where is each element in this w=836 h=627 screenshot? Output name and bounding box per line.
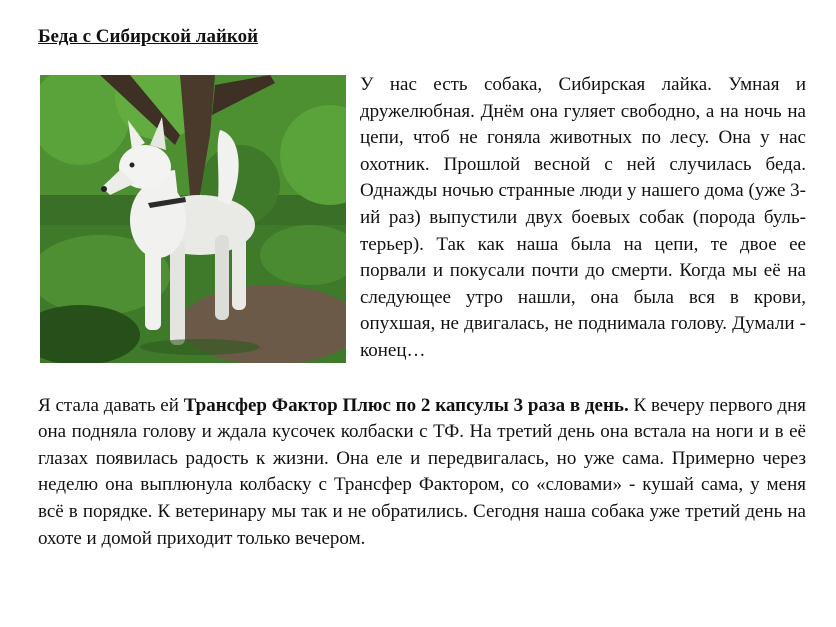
paragraph-1: У нас есть собака, Сибирская лайка. Умная и дружелюбная. Днём она гуляет свободно, а на ночь на цепи, чтоб не гоняла животных по лесу. Она у нас охотник. Прошлой весной с ней случилась беда. Однажды ночью странные люди у нашего дома (уже 3-ий раз) выпустили двух боевых собак (порода бультерьер). Так как наша была на цепи, те двое ее порвали и покусали почти до смерти. Когда мы её на следующее утро нашли, она была вся в крови, опухшая, не двигалась, не поднимала голову. Думали - конец… — [360, 74, 806, 361]
paragraph-2-intro: Я стала давать ей — [38, 394, 184, 416]
paragraph-2-dosage: Трансфер Фактор Плюс по 2 капсулы 3 раза в день. — [183, 394, 629, 416]
document-title: Беда с Сибирской лайкой — [38, 26, 259, 47]
paragraph-2-rest: К вечеру первого дня она подняла голову и ждала кусочек колбаски с ТФ. На третий день она встала на ноги и в её глазах появилась радость к жизни. Она еле и передвигалась, но уже сама. Примерно через неделю она выплюнула колбаску с Трансфер Фактором, со «словами» - кушай сама, у меня всё в порядке. К ветеринару мы так и не обратились. Сегодня наша собака уже третий день на охоте и домой приходит только вечером. — [38, 394, 806, 549]
husky-dog-photo — [40, 75, 346, 363]
document-page — [38, 26, 806, 552]
paragraph-2 — [38, 393, 806, 553]
